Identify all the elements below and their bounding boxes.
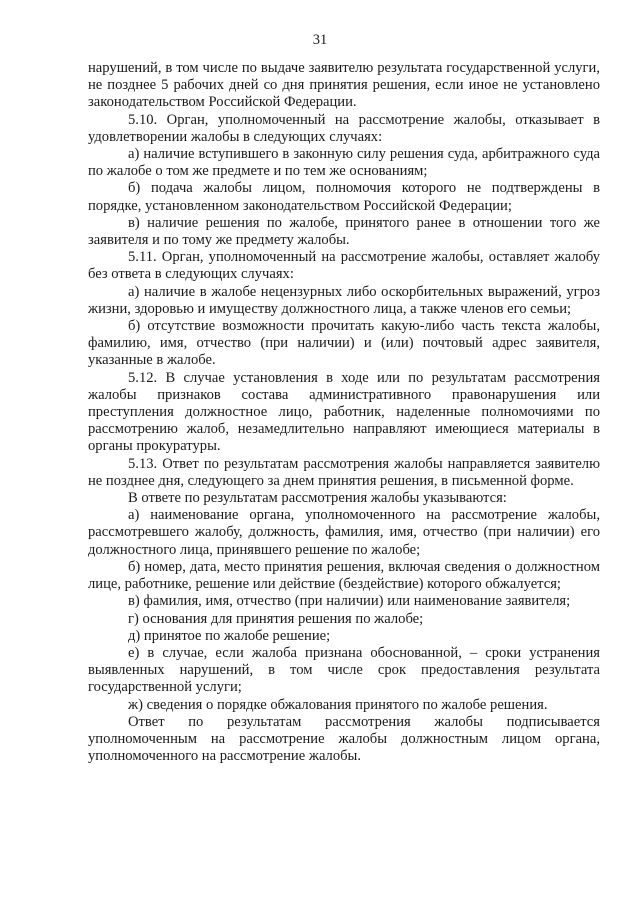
paragraph-5-12: 5.12. В случае установления в ходе или по результатам рассмотрения жалобы признаков состава административного правонарушения или преступления должностное лицо, работник, наделенные полномочиями по рассмотрению жалоб, незамедлительно направляют имеющиеся материалы в органы прокуратуры. (88, 369, 600, 455)
paragraph-5-13: 5.13. Ответ по результатам рассмотрения жалобы направляется заявителю не позднее дня, следующего за днем принятия решения, в письменной форме. (88, 455, 600, 489)
list-item-response-d: д) принятое по жалобе решение; (128, 627, 331, 644)
paragraph-response-contents: В ответе по результатам рассмотрения жалобы указываются: (128, 490, 507, 507)
list-item-5-11-b: б) отсутствие возможности прочитать какую-либо часть текста жалобы, фамилию, имя, отчество (при наличии) и (или) почтовый адрес заявителя, указанные в жалобе. (88, 318, 600, 369)
list-item-response-e: е) в случае, если жалоба признана обоснованной, – сроки устранения выявленных нарушений, в том числе срок предоставления результата государственной услуги; (88, 644, 600, 696)
page-number: 31 (312, 32, 328, 48)
list-item-5-10-a: а) наличие вступившего в законную силу решения суда, арбитражного суда по жалобе о том же предмете и по тем же основаниям; (88, 146, 600, 180)
list-item-response-v: в) фамилия, имя, отчество (при наличии) или наименование заявителя; (128, 593, 571, 610)
list-item-5-11-a: а) наличие в жалобе нецензурных либо оскорбительных выражений, угроз жизни, здоровью и имуществу должностного лица, а также членов его семьи; (88, 283, 600, 317)
list-item-response-b: б) номер, дата, место принятия решения, включая сведения о должностном лице, работнике, решение или действие (бездействие) которого обжалуется; (88, 558, 600, 593)
paragraph-response-signature: Ответ по результатам рассмотрения жалобы подписывается уполномоченным на рассмотрение жалобы должностным лицом органа, уполномоченного на рассмотрение жалобы. (88, 713, 600, 765)
list-item-response-a: а) наименование органа, уполномоченного на рассмотрение жалобы, рассмотревшего жалобу, должность, фамилия, имя, отчество (при наличии) его должностного лица, принявшего решение по жалобе; (88, 507, 600, 558)
list-item-response-g: г) основания для принятия решения по жалобе; (128, 610, 424, 627)
paragraph-5-10: 5.10. Орган, уполномоченный на рассмотрение жалобы, отказывает в удовлетворении жалобы в следующих случаях: (88, 111, 600, 145)
paragraph-continuation: нарушений, в том числе по выдаче заявителю результата государственной услуги, не позднее 5 рабочих дней со дня принятия решения, если иное не установлено законодательством Российской Федерации. (88, 60, 600, 111)
body-text (88, 60, 600, 765)
list-item-5-10-v: в) наличие решения по жалобе, принятого ранее в отношении того же заявителя и по тому же предмету жалобы. (88, 214, 600, 249)
list-item-5-10-b: б) подача жалобы лицом, полномочия которого не подтверждены в порядке, установленном законодательством Российской Федерации; (88, 180, 600, 214)
list-item-response-zh: ж) сведения о порядке обжалования принятого по жалобе решения. (128, 696, 548, 713)
paragraph-5-11: 5.11. Орган, уполномоченный на рассмотрение жалобы, оставляет жалобу без ответа в следующих случаях: (88, 249, 600, 283)
